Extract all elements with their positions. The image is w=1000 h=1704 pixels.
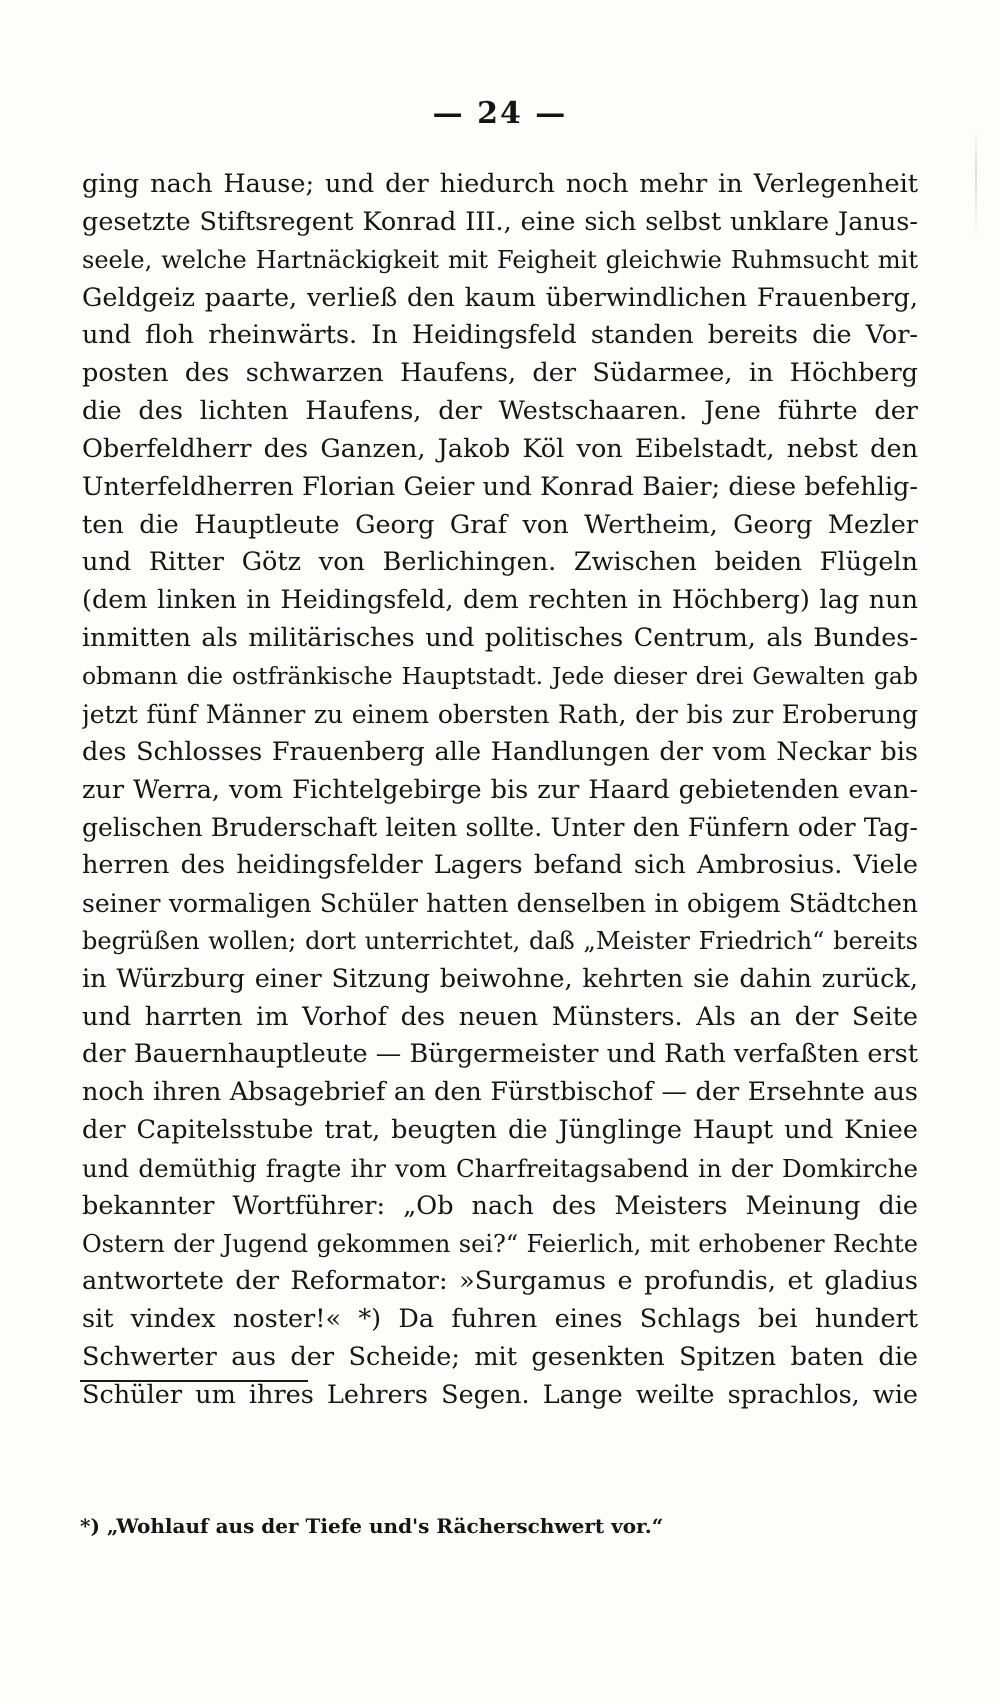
text-line: (dem linken in Heidingsfeld, dem rechten in Höchberg) lag nun: [82, 585, 918, 616]
text-line: gelischen Bruderschaft leiten sollte. Unter den Fünfern oder Tag-: [82, 813, 918, 843]
text-line: inmitten als militärisches und politisches Centrum, als Bundes-: [82, 623, 918, 654]
text-line: Oberfeldherr des Ganzen, Jakob Köl von Eibelstadt, nebst den: [82, 433, 918, 464]
text-line: posten des schwarzen Haufens, der Südarmee, in Höchberg: [82, 358, 918, 389]
text-line: der Capitelsstube trat, beugten die Jünglinge Haupt und Kniee: [82, 1115, 918, 1146]
text-line: gesetzte Stiftsregent Konrad III., eine sich selbst unklare Janus-: [82, 206, 918, 237]
footnote-separator: [80, 1380, 308, 1382]
body-text: [82, 166, 918, 1415]
text-line: bekannter Wortführer: „Ob nach des Meisters Meinung die: [82, 1190, 918, 1221]
text-line: die des lichten Haufens, der Westschaaren. Jene führte der: [82, 396, 918, 427]
text-line: ging nach Hause; und der hiedurch noch mehr in Verlegenheit: [82, 169, 918, 199]
text-line: seele, welche Hartnäckigkeit mit Feigheit gleichwie Ruhmsucht mit: [82, 245, 918, 274]
text-line: seiner vormaligen Schüler hatten denselben in obigem Städtchen: [82, 889, 918, 919]
footnote: *) „Wohlauf aus der Tiefe und's Rächerschwert vor.“: [80, 1514, 664, 1538]
text-line: Ostern der Jugend gekommen sei?“ Feierlich, mit erhobener Rechte: [82, 1229, 918, 1258]
text-line: und floh rheinwärts. In Heidingsfeld standen bereits die Vor-: [82, 320, 918, 351]
text-line: des Schlosses Frauenberg alle Handlungen der vom Neckar bis: [82, 736, 918, 767]
text-line: zur Werra, vom Fichtelgebirge bis zur Haard gebietenden evan-: [82, 774, 918, 805]
page-number: — 24 —: [432, 96, 568, 131]
text-line: Schüler um ihres Lehrers Segen. Lange weilte sprachlos, wie: [82, 1380, 918, 1410]
text-line: und demüthig fragte ihr vom Charfreitagsabend in der Domkirche: [82, 1153, 918, 1183]
text-line: und harrten im Vorhof des neuen Münsters. Als an der Seite: [82, 1001, 918, 1032]
text-line: jetzt fünf Männer zu einem obersten Rath, der bis zur Eroberung: [82, 699, 918, 729]
text-line: begrüßen wollen; dort unterrichtet, daß „Meister Friedrich“ bereits: [82, 926, 918, 955]
text-line: und Ritter Götz von Berlichingen. Zwischen beiden Flügeln: [82, 547, 918, 578]
text-line: herren des heidingsfelder Lagers befand sich Ambrosius. Viele: [82, 850, 918, 881]
text-line: der Bauernhauptleute — Bürgermeister und Rath verfaßten erst: [82, 1039, 918, 1070]
text-line: obmann die ostfränkische Hauptstadt. Jede dieser drei Gewalten gab: [82, 661, 918, 690]
text-line: Geldgeiz paarte, verließ den kaum überwindlichen Frauenberg,: [82, 282, 918, 313]
text-line: in Würzburg einer Sitzung beiwohne, kehrten sie dahin zurück,: [82, 963, 918, 994]
text-line: noch ihren Absagebrief an den Fürstbischof — der Ersehnte aus: [82, 1077, 918, 1108]
page-edge-shadow: [975, 125, 977, 245]
text-line: antwortete der Reformator: »Surgamus e profundis, et gladius: [82, 1266, 918, 1297]
text-line: Schwerter aus der Scheide; mit gesenkten Spitzen baten die: [82, 1342, 918, 1373]
text-line: sit vindex noster!« *) Da fuhren eines Schlags bei hundert: [82, 1304, 918, 1335]
text-line: ten die Hauptleute Georg Graf von Wertheim, Georg Mezler: [82, 509, 918, 540]
text-line: Unterfeldherren Florian Geier und Konrad Baier; diese befehlig-: [82, 471, 918, 502]
